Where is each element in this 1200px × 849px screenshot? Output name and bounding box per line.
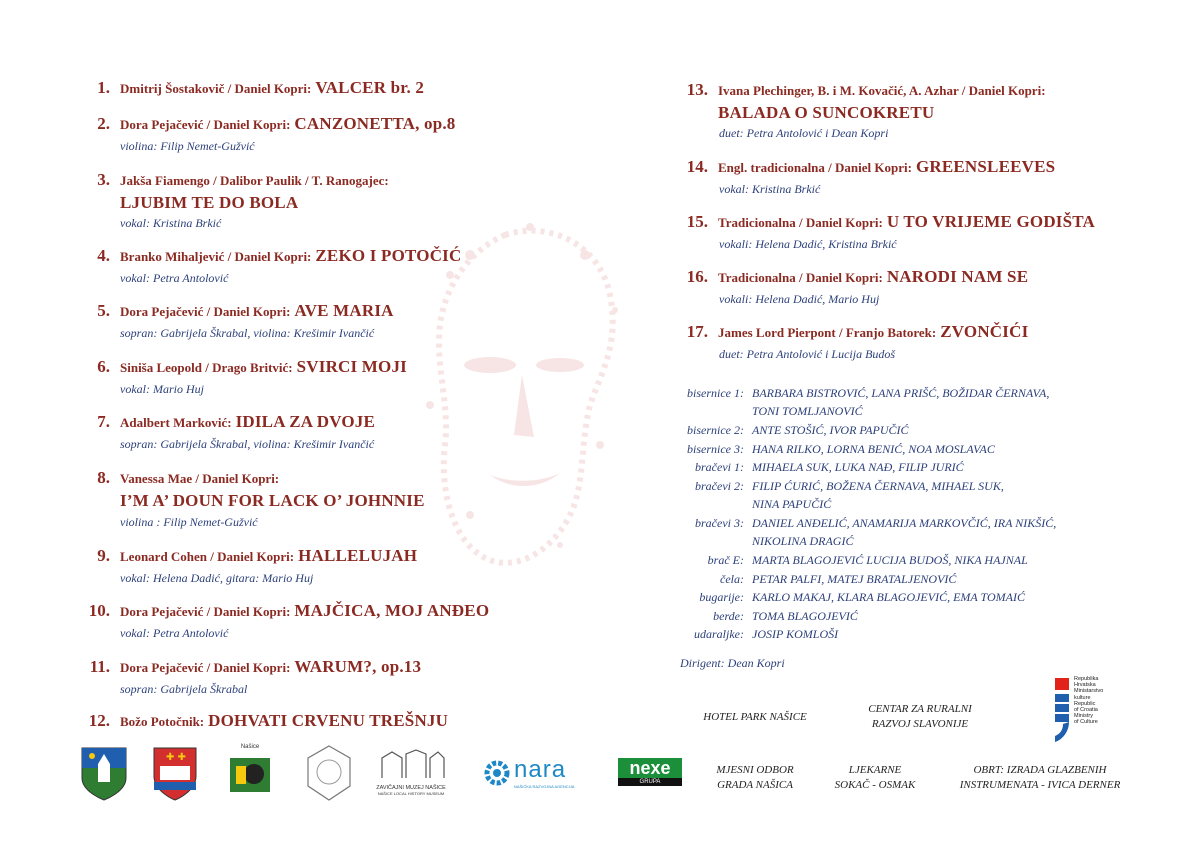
item-number: 4. (97, 246, 110, 265)
sponsor-line: CENTAR ZA RURALNI (868, 703, 972, 715)
item-title: CANZONETTA, op.8 (294, 114, 456, 133)
item-number: 6. (97, 357, 110, 376)
seal-icon (306, 744, 352, 802)
program-item (76, 114, 456, 134)
program-item (76, 468, 425, 511)
item-title: SVIRCI MOJI (296, 357, 407, 376)
ensemble-names: TONI TOMLJANOVIĆ (752, 404, 863, 418)
ministry-line: Republic (1074, 700, 1096, 707)
item-composer: Engl. tradicionalna / Daniel Kopri: (718, 160, 912, 175)
ensemble-label: bisernice 2: (687, 423, 744, 437)
sponsor-ljekarne (820, 763, 930, 793)
ensemble-names: MARTA BLAGOJEVIĆ LUCIJA BUDOŠ, NIKA HAJNAL (752, 553, 1028, 567)
ministry-line: kulture (1074, 694, 1091, 701)
museum-name: ZAVIČAJNI MUZEJ NAŠICE (376, 785, 446, 791)
program-item (76, 546, 417, 566)
ensemble-label: brač E: (707, 553, 744, 567)
program-item (674, 80, 1046, 123)
ministry-logo (1052, 676, 1132, 746)
item-number: 3. (97, 170, 110, 189)
item-title: I’M A’ DOUN FOR LACK O’ JOHNNIE (120, 491, 425, 510)
sponsor-line: INSTRUMENATA - IVICA DERNER (959, 779, 1121, 791)
program-item (76, 711, 448, 731)
item-title: NARODI NAM SE (886, 267, 1029, 286)
item-number: 7. (97, 412, 110, 431)
item-number: 16. (686, 267, 708, 286)
item-composer: James Lord Pierpont / Franjo Batorek: (718, 325, 937, 340)
nara-wordmark: nara (514, 756, 567, 783)
program-item (674, 157, 1055, 177)
item-performers: vokali: Helena Dadić, Mario Huj (719, 292, 880, 306)
item-title: DOHVATI CRVENU TREŠNJU (208, 711, 449, 730)
item-composer: Dmitrij Šostakovič / Daniel Kopri: (120, 81, 312, 96)
item-title: VALCER br. 2 (315, 78, 425, 97)
ensemble-label: bračevi 1: (695, 460, 744, 474)
program-item (76, 246, 461, 266)
item-composer: Jakša Fiamengo / Dalibor Paulik / T. Ranogajec: (120, 173, 389, 188)
item-performers: vokal: Petra Antolović (120, 626, 229, 640)
item-composer: Dora Pejačević / Daniel Kopri: (120, 660, 291, 675)
program-item (674, 212, 1095, 232)
item-composer: Leonard Cohen / Daniel Kopri: (120, 549, 295, 564)
item-performers: vokal: Kristina Brkić (719, 182, 821, 196)
item-number: 12. (88, 711, 110, 730)
sponsor-line: SOKAČ - OSMAK (834, 779, 916, 791)
ensemble-label: bugarije: (699, 590, 744, 604)
item-composer: Tradicionalna / Daniel Kopri: (718, 270, 883, 285)
item-title: ZVONČIĆI (940, 322, 1029, 341)
nasice-logo-label: Našice (240, 744, 260, 750)
ministry-line: Ministarstvo (1074, 688, 1104, 695)
ensemble-names: NINA PAPUČIĆ (752, 497, 832, 511)
program-item (674, 322, 1028, 342)
item-number: 1. (97, 78, 110, 97)
item-number: 14. (686, 157, 708, 176)
ensemble-label: bisernice 1: (687, 386, 744, 400)
museum-logo (376, 748, 446, 802)
item-number: 9. (97, 546, 110, 565)
ensemble-label: bračevi 2: (695, 479, 744, 493)
item-performers: sopran: Gabrijela Škrabal, violina: Krešimir Ivančić (120, 437, 375, 451)
ministry-text (1074, 676, 1103, 726)
ensemble-names: JOSIP KOMLOŠI (752, 627, 839, 641)
sponsor-line: RAZVOJ SLAVONIJE (871, 718, 969, 730)
item-performers: duet: Petra Antolović i Dean Kopri (719, 126, 889, 140)
item-title: AVE MARIA (294, 301, 394, 320)
background-portrait (410, 215, 640, 595)
program-item (76, 170, 389, 213)
item-number: 13. (686, 80, 708, 99)
sponsor-line: GRADA NAŠICA (717, 779, 793, 791)
nara-logo (482, 758, 582, 792)
item-composer: Ivana Plechinger, B. i M. Kovačić, A. Azhar / Daniel Kopri: (718, 83, 1046, 98)
ensemble-names: BARBARA BISTROVIĆ, LANA PRIŠĆ, BOŽIDAR ČERNAVA, (752, 386, 1050, 400)
ensemble-label: udaraljke: (694, 627, 744, 641)
ministry-line: Ministry (1074, 713, 1093, 720)
program-item (76, 657, 421, 677)
item-performers: vokal: Petra Antolović (120, 271, 229, 285)
gear-icon (482, 758, 512, 788)
ensemble-names: KARLO MAKAJ, KLARA BLAGOJEVIĆ, EMA TOMAIĆ (752, 590, 1025, 604)
item-composer: Tradicionalna / Daniel Kopri: (718, 215, 883, 230)
item-number: 17. (686, 322, 708, 341)
nasice-logo (226, 744, 274, 800)
item-title: GREENSLEEVES (915, 157, 1056, 176)
program-item (76, 601, 489, 621)
program-item (76, 412, 375, 432)
item-performers: violina: Filip Nemet-Gužvić (120, 139, 255, 153)
nexe-subtitle: GRUPA (618, 778, 682, 786)
city-coat-of-arms-icon (152, 746, 198, 802)
ensemble-label: bisernice 3: (687, 442, 744, 456)
item-title: BALADA O SUNCOKRETU (718, 103, 935, 122)
item-performers: sopran: Gabrijela Škrabal (120, 682, 248, 696)
item-title: MAJČICA, MOJ ANĐEO (294, 601, 490, 620)
ensemble-names: HANA RILKO, LORNA BENIĆ, NOA MOSLAVAC (752, 442, 995, 456)
item-performers: violina : Filip Nemet-Gužvić (120, 515, 258, 529)
program-item (76, 357, 407, 377)
ministry-line: of Croatia (1074, 707, 1098, 714)
program-item (76, 78, 424, 98)
ensemble-label: berde: (713, 609, 744, 623)
ensemble-names: NIKOLINA DRAGIĆ (752, 534, 854, 548)
ensemble-names: DANIEL ANĐELIĆ, ANAMARIJA MARKOVČIĆ, IRA NIKŠIĆ, (752, 516, 1057, 530)
item-composer: Dora Pejačević / Daniel Kopri: (120, 117, 291, 132)
item-performers: duet: Petra Antolović i Lucija Budoš (719, 347, 896, 361)
item-number: 8. (97, 468, 110, 487)
ministry-line: Republika (1074, 676, 1099, 682)
item-composer: Dora Pejačević / Daniel Kopri: (120, 604, 291, 619)
item-number: 10. (88, 601, 110, 620)
museum-building-icon (376, 748, 446, 780)
item-number: 5. (97, 301, 110, 320)
item-performers: vokal: Kristina Brkić (120, 216, 222, 230)
item-composer: Božo Potočnik: (120, 714, 205, 729)
item-title: U TO VRIJEME GODIŠTA (886, 212, 1096, 231)
item-title: ZEKO I POTOČIĆ (315, 246, 462, 265)
sponsor-line: MJESNI ODBOR (716, 764, 794, 776)
ensemble-label: bračevi 3: (695, 516, 744, 530)
item-number: 11. (89, 657, 110, 676)
coat-of-arms-icon (80, 746, 128, 802)
conductor: Dirigent: Dean Kopri (680, 656, 785, 670)
nexe-logo (618, 758, 682, 788)
ministry-line: Hrvatska (1074, 682, 1096, 689)
nexe-wordmark: nexe (618, 758, 682, 778)
item-number: 2. (97, 114, 110, 133)
ensemble-names: TOMA BLAGOJEVIĆ (752, 609, 858, 623)
item-title: WARUM?, op.13 (294, 657, 422, 676)
item-performers: vokal: Mario Huj (120, 382, 204, 396)
sponsor-obrt (950, 763, 1130, 793)
ensemble-names: FILIP ĆURIĆ, BOŽENA ČERNAVA, MIHAEL SUK, (752, 479, 1004, 493)
sponsor-centar (860, 702, 980, 732)
sponsor-line: OBRT: IZRADA GLAZBENIH (973, 764, 1107, 776)
item-composer: Siniša Leopold / Drago Britvić: (120, 360, 293, 375)
museum-name-en: NAŠICE LOCAL HISTORY MUSEUM (377, 791, 445, 796)
svg-text:✚ ✚: ✚ ✚ (166, 752, 186, 763)
ministry-line: of Culture (1074, 719, 1098, 726)
sponsor-hotel: HOTEL PARK NAŠICE (703, 711, 807, 723)
item-composer: Vanessa Mae / Daniel Kopri: (120, 471, 280, 486)
program-item (674, 267, 1028, 287)
item-number: 15. (686, 212, 708, 231)
item-title: IDILA ZA DVOJE (235, 412, 376, 431)
ensemble-label: čela: (720, 572, 744, 586)
item-performers: vokal: Helena Dadić, gitara: Mario Huj (120, 571, 314, 585)
ensemble-names: MIHAELA SUK, LUKA NAĐ, FILIP JURIĆ (752, 460, 964, 474)
item-composer: Adalbert Marković: (120, 415, 232, 430)
sponsor-odbor (700, 763, 810, 793)
nasice-emblem-icon (226, 750, 274, 798)
item-title: LJUBIM TE DO BOLA (120, 193, 299, 212)
ensemble-names: ANTE STOŠIĆ, IVOR PAPUČIĆ (752, 423, 909, 437)
item-composer: Branko Mihaljević / Daniel Kopri: (120, 249, 312, 264)
item-composer: Dora Pejačević / Daniel Kopri: (120, 304, 291, 319)
nara-subtitle: NAŠIČKA RAZVOJNA AGENCIJA (514, 784, 575, 789)
item-title: HALLELUJAH (298, 546, 418, 565)
sponsor-line: LJEKARNE (848, 764, 902, 776)
program-item (76, 301, 394, 321)
item-performers: sopran: Gabrijela Škrabal, violina: Krešimir Ivančić (120, 326, 375, 340)
item-performers: vokali: Helena Dadić, Kristina Brkić (719, 237, 897, 251)
ensemble-names: PETAR PALFI, MATEJ BRATALJENOVIĆ (752, 572, 957, 586)
